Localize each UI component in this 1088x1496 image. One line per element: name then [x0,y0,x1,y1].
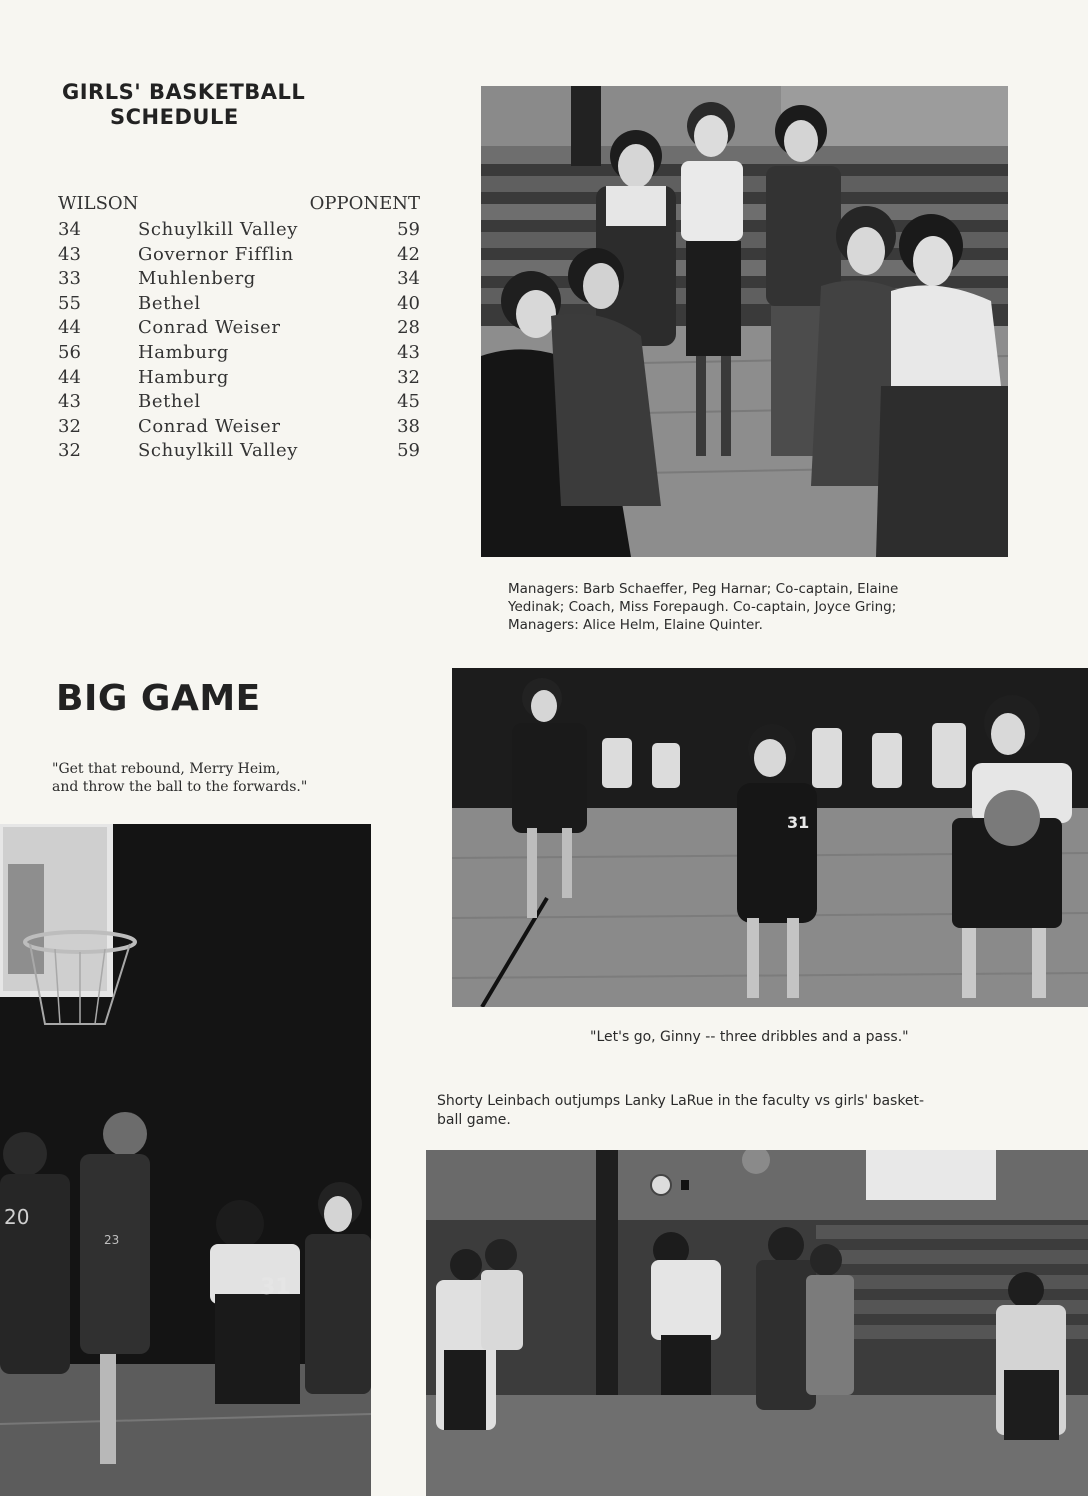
schedule-row [56,218,424,243]
rebound-jersey-a: 20 [4,1205,30,1229]
wilson-score: 44 [58,317,81,339]
opponent-name: Muhlenberg [138,268,256,290]
schedule-row [56,243,424,268]
opponent-score: 45 [397,391,420,413]
team-photo [481,86,1008,557]
opponent-name: Governor Fifflin [138,243,294,265]
wilson-score: 33 [58,268,81,290]
schedule-title [62,80,322,130]
opponent-name: Schuylkill Valley [138,219,299,240]
rebound-photo [0,824,371,1496]
team-photo-caption [508,580,1008,634]
opponent-score: 42 [397,243,420,265]
opponent-name: Hamburg [138,366,229,388]
opponent-name: Bethel [138,292,201,314]
big-game-heading: BIG GAME [56,678,261,719]
team-caption-line2: Yedinak; Coach, Miss Forepaugh. Co-captain, Joyce Gring; [508,599,897,615]
schedule-row [56,390,424,415]
schedule-row [56,415,424,440]
opponent-name: Schuylkill Valley [138,440,299,462]
schedule-title-line2: SCHEDULE [110,105,239,129]
wilson-score: 44 [58,366,81,388]
rebound-quote [52,760,372,796]
faculty-photo-caption [437,1092,1057,1130]
faculty-game-photo [426,1150,1088,1496]
faculty-caption-line2: ball game. [437,1112,511,1128]
quote-line1: "Get that rebound, Merry Heim, [52,761,281,777]
schedule-row [56,366,424,391]
opponent-score: 40 [397,292,420,314]
schedule-row [56,341,424,366]
game-photo [452,668,1088,1007]
header-opponent: OPPONENT [309,193,420,214]
header-wilson: WILSON [58,193,139,214]
rebound-jersey-c: 23 [104,1233,120,1247]
opponent-score: 34 [397,268,420,290]
rebound-jersey-b: 31 [260,1275,291,1300]
schedule-row [56,292,424,317]
schedule-row [56,267,424,292]
wilson-score: 56 [58,341,81,363]
schedule-row [56,316,424,341]
opponent-name: Conrad Weiser [138,317,281,339]
game-jersey-number: 31 [787,813,810,832]
opponent-score: 28 [397,317,420,339]
game-photo-caption: "Let's go, Ginny -- three dribbles and a pass." [590,1029,909,1045]
wilson-score: 32 [58,415,81,437]
opponent-score: 43 [397,341,420,363]
schedule-header [56,193,424,218]
wilson-score: 32 [58,440,81,462]
opponent-score: 32 [397,366,420,388]
quote-line2: and throw the ball to the forwards." [52,779,308,795]
faculty-caption-line1: Shorty Leinbach outjumps Lanky LaRue in the faculty vs girls' basket- [437,1093,925,1109]
wilson-score: 34 [58,219,81,240]
wilson-score: 55 [58,292,81,314]
opponent-score: 38 [397,415,420,437]
schedule-rows [56,218,424,464]
opponent-name: Hamburg [138,341,229,363]
opponent-name: Conrad Weiser [138,415,281,437]
schedule-row [56,439,424,464]
opponent-score: 59 [397,440,420,462]
schedule-title-line1: GIRLS' BASKETBALL [62,80,306,104]
wilson-score: 43 [58,391,81,413]
wilson-score: 43 [58,243,81,265]
opponent-score: 59 [397,219,420,240]
team-caption-line3: Managers: Alice Helm, Elaine Quinter. [508,617,763,633]
schedule-table [56,193,424,464]
team-caption-line1: Managers: Barb Schaeffer, Peg Harnar; Co-captain, Elaine [508,581,899,597]
opponent-name: Bethel [138,391,201,413]
